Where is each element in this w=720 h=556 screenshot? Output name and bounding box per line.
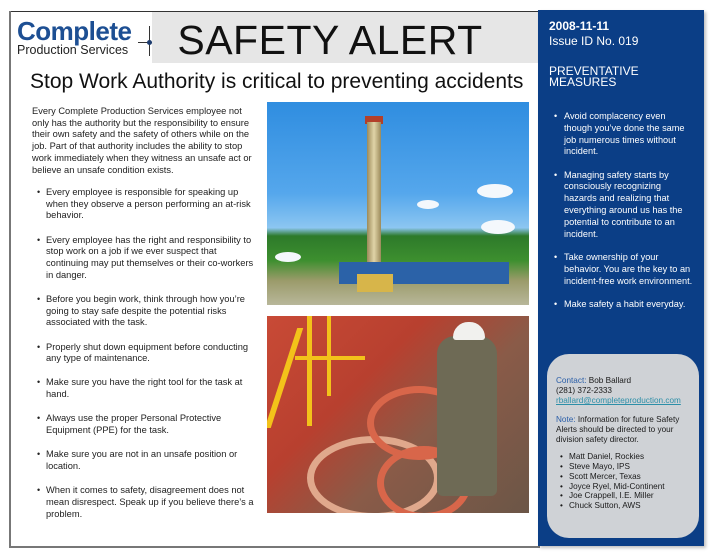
- article-headline: Stop Work Authority is critical to preventing accidents: [30, 70, 524, 93]
- contact-label: Contact:: [556, 376, 587, 385]
- preventative-measures-panel: [538, 10, 704, 546]
- contact-email-link[interactable]: rballard@completeproduction.com: [556, 396, 681, 406]
- list-item: • Managing safety starts by consciously recognizing hazards and realizing that everything around us has the potential to contribute to an incident.: [554, 170, 694, 241]
- crew-hoses-photo: [267, 316, 529, 513]
- contact-box: [547, 354, 699, 538]
- page-title: SAFETY ALERT: [177, 17, 483, 63]
- list-item: • Avoid complacency even though you’ve done the same job numerous times without incident.: [554, 111, 694, 158]
- logo-subtitle: Production Services: [17, 43, 129, 57]
- list-item: • Joyce Ryel, Mid-Continent: [560, 482, 696, 492]
- page-frame-bottom: [9, 546, 540, 548]
- note-body: Information for future Safety Alerts should be directed to your division safety director.: [556, 414, 680, 445]
- list-item: • Joe Crappell, I.E. Miller: [560, 491, 696, 501]
- intro-paragraph: Every Complete Production Services employee not only has the authority but the responsibility to ensure their own safety and the safety of others while on the job. Part of that authority includes the ability to stop work immediately when they witness an unsafe act or believe an unsafe condition exists.: [32, 106, 252, 175]
- sidebar-heading: PREVENTATIVE MEASURES: [549, 64, 639, 89]
- list-item: • Make sure you have the right tool for the task at hand.: [37, 377, 259, 400]
- contact-name: Bob Ballard: [586, 376, 632, 385]
- list-item: • Before you begin work, think through how you’re going to stay safe despite the potential risks associated with the task.: [37, 294, 259, 329]
- list-item: • When it comes to safety, disagreement does not mean disrespect. Speak up if you believe there’s a problem.: [37, 485, 259, 520]
- company-logo: [14, 16, 150, 62]
- list-item: • Every employee has the right and responsibility to stop work on a job if we ever suspect that continuing may put themselves or their co-workers in danger.: [37, 235, 259, 282]
- drilling-rig-photo: [267, 102, 529, 305]
- list-item: • Matt Daniel, Rockies: [560, 452, 696, 462]
- stop-work-bullet-list: [37, 187, 259, 533]
- note-label: Note:: [556, 414, 576, 424]
- safety-director-list: [560, 452, 696, 511]
- preventative-bullet-list: [554, 111, 694, 322]
- list-item: • Always use the proper Personal Protective Equipment (PPE) for the task.: [37, 413, 259, 436]
- list-item: • Properly shut down equipment before conducting any type of maintenance.: [37, 342, 259, 365]
- contact-phone: (281) 372-2333: [556, 386, 612, 396]
- contact-line: [556, 376, 696, 386]
- list-item: • Take ownership of your behavior. You are the key to an incident-free work environment.: [554, 252, 694, 287]
- issue-id: Issue ID No. 019: [549, 34, 639, 48]
- list-item: • Every employee is responsible for speaking up when they observe a person performing an at-risk behavior.: [37, 187, 259, 222]
- note-text: [556, 415, 696, 446]
- logo-wordmark: Complete: [17, 16, 132, 46]
- issue-date: 2008-11-11: [549, 19, 610, 33]
- page-frame-left: [9, 11, 11, 548]
- list-item: • Chuck Sutton, AWS: [560, 501, 696, 511]
- list-item: • Steve Mayo, IPS: [560, 462, 696, 472]
- list-item: • Make safety a habit everyday.: [554, 299, 694, 311]
- list-item: • Scott Mercer, Texas: [560, 472, 696, 482]
- title-band: [152, 12, 538, 63]
- list-item: • Make sure you are not in an unsafe position or location.: [37, 449, 259, 472]
